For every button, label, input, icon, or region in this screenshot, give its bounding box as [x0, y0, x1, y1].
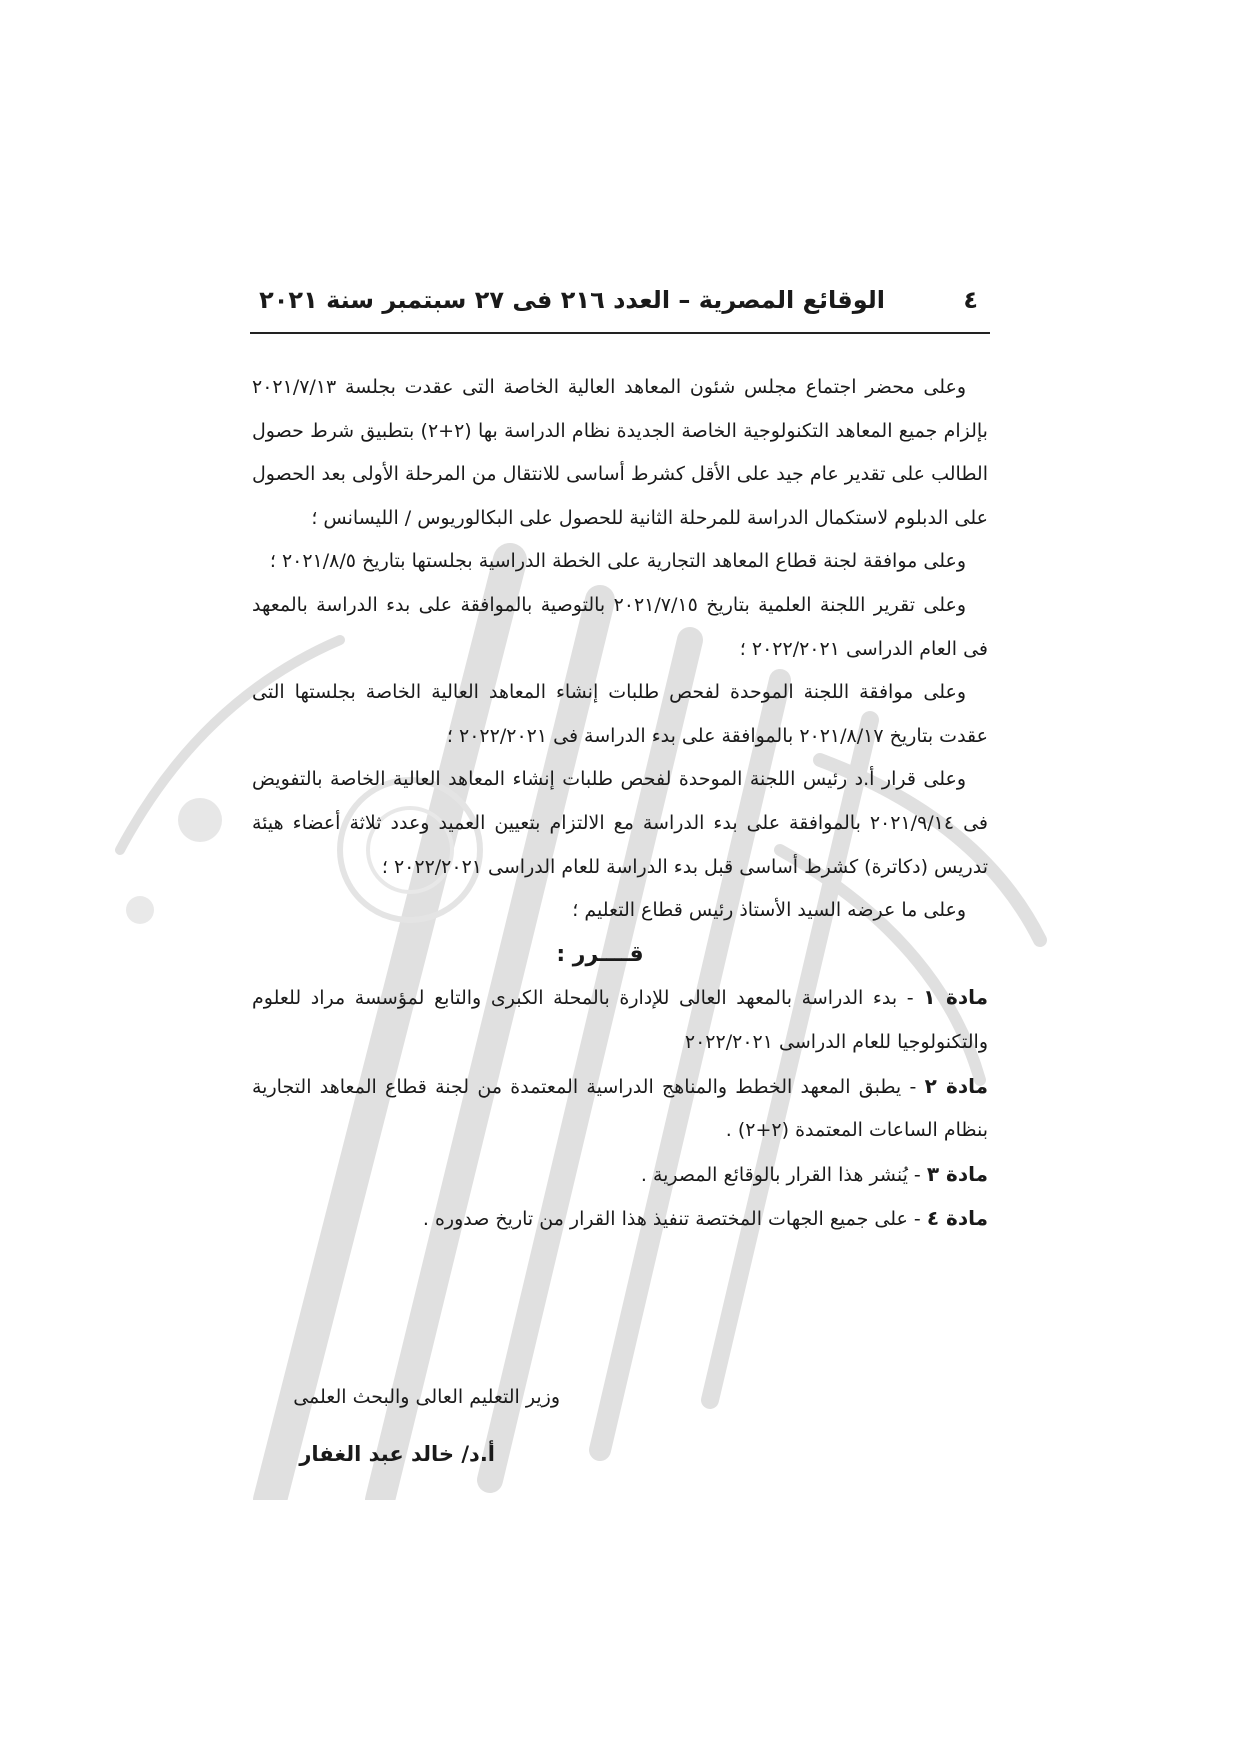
article-label: مادة ٤	[926, 1206, 988, 1231]
article-item	[252, 1153, 988, 1198]
preamble-paragraph: وعلى ما عرضه السيد الأستاذ رئيس قطاع التعليم ؛	[572, 899, 966, 922]
preamble-paragraph: وعلى موافقة لجنة قطاع المعاهد التجارية على الخطة الدراسية بجلستها بتاريخ ٢٠٢١/٨/٥ ؛	[269, 550, 966, 573]
preamble-paragraph: وعلى موافقة اللجنة الموحدة لفحص طلبات إنشاء المعاهد العالية الخاصة بجلستها التى عقدت بتاريخ ٢٠٢١/٨/١٧ بالموافقة على بدء الدراسة فى ٢٠٢٢/٢٠٢١ ؛	[252, 681, 988, 747]
preamble-paragraph: وعلى محضر اجتماع مجلس شئون المعاهد العالية الخاصة التى عقدت بجلسة ٢٠٢١/٧/١٣ بإلزام جميع المعاهد التكنولوجية الخاصة الجديدة نظام الدراسة بها (٢+٢) بتطبيق شرط حصول الطالب على تقدير عام جيد على الأقل كشرط أساسى للانتقال من المرحلة الأولى بعد الحصول على الدبلوم لاستكمال الدراسة للمرحلة الثانية للحصول على البكالوريوس / الليسانس ؛	[252, 376, 988, 529]
page-number: ٤	[963, 286, 978, 314]
article-label: مادة ٣	[926, 1161, 988, 1186]
preamble-paragraph: وعلى قرار أ.د رئيس اللجنة الموحدة لفحص طلبات إنشاء المعاهد العالية الخاصة بالتفويض فى ٢٠٢١/٩/١٤ بالموافقة على بدء الدراسة مع الالتزام بتعيين العميد وعدد ثلاثة أعضاء هيئة تدريس (دكاترة) كشرط أساسى قبل بدء الدراسة للعام الدراسى ٢٠٢٢/٢٠٢١ ؛	[252, 768, 988, 878]
article-label: مادة ١	[923, 985, 988, 1010]
decision-heading: قــــرر :	[556, 941, 644, 967]
preamble-paragraph: وعلى تقرير اللجنة العلمية بتاريخ ٢٠٢١/٧/١٥ بالتوصية بالموافقة على بدء الدراسة بالمعهد فى العام الدراسى ٢٠٢٢/٢٠٢١ ؛	[252, 593, 988, 660]
article-item	[252, 1197, 988, 1242]
article-text: - يطبق المعهد الخطط والمناهج الدراسية المعتمدة من لجنة قطاع المعاهد التجارية بنظام الساعات المعتمدة (٢+٢) .	[252, 1075, 988, 1142]
page-header	[250, 280, 990, 328]
gazette-title: الوقائع المصرية – العدد ٢١٦ فى ٢٧ سبتمبر سنة ٢٠٢١	[259, 286, 885, 314]
header-divider	[250, 332, 990, 334]
signatory-name: أ.د/ خالد عبد الغفار	[299, 1442, 495, 1466]
article-label: مادة ٢	[924, 1073, 988, 1098]
article-item	[252, 976, 988, 1064]
signatory-position: وزير التعليم العالى والبحث العلمى	[293, 1386, 560, 1408]
decree-body	[252, 366, 988, 1242]
article-text: - يُنشر هذا القرار بالوقائع المصرية .	[640, 1163, 927, 1186]
article-item	[252, 1065, 988, 1153]
article-text: - على جميع الجهات المختصة تنفيذ هذا القرار من تاريخ صدوره .	[422, 1208, 927, 1231]
article-text: - بدء الدراسة بالمعهد العالى للإدارة بالمحلة الكبرى والتابع لمؤسسة مراد للعلوم والتكنولوجيا للعام الدراسى ٢٠٢٢/٢٠٢١	[252, 987, 988, 1053]
